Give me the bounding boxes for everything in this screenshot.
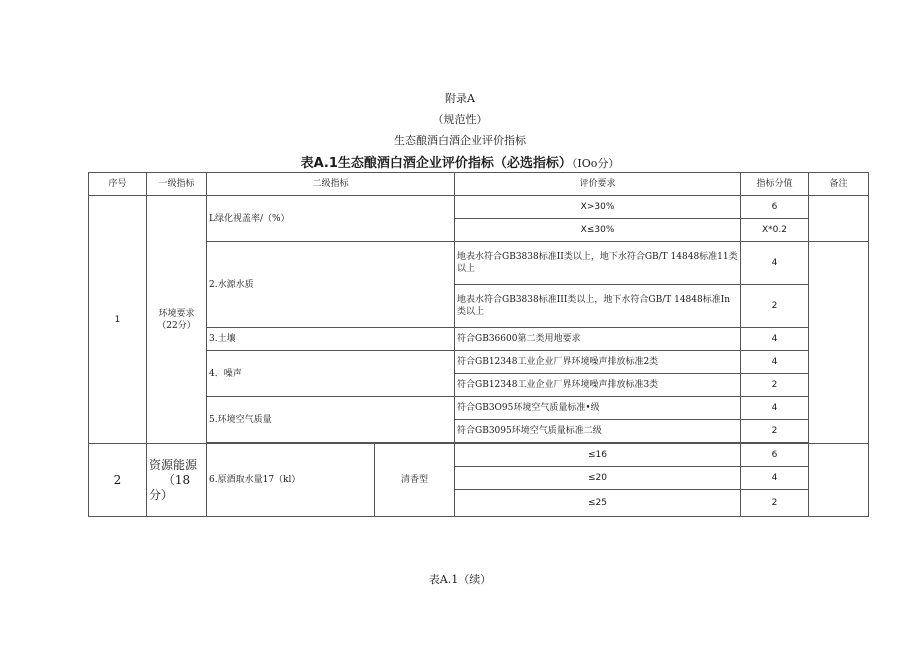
level2-indicator: 5.环境空气质量 (207, 397, 455, 443)
header-score: 指标分值 (741, 173, 809, 196)
header-level1: 一级指标 (147, 173, 207, 196)
requirement-cell: 地表水符合GB3838标准III类以上，地下水符合GB/T 14848标准In类以上 (455, 285, 741, 328)
requirement-cell: ≤16 (455, 444, 741, 467)
level1-indicator: 环境要求（22分） (147, 196, 207, 444)
level2-indicator: L绿化视盖率/（%） (207, 196, 455, 242)
requirement-cell: 符合GB3095环境空气质量标准二级 (455, 420, 741, 443)
document-subtitle: 生态酿酒白酒企业评价指标 (394, 134, 526, 147)
appendix-label: 附录A (445, 92, 475, 105)
normative-label: （规范性） (432, 113, 488, 126)
score-cell: 4 (741, 467, 809, 490)
score-cell: 4 (741, 397, 809, 420)
table-row (89, 196, 869, 219)
table-row (89, 444, 869, 467)
level2-indicator: 6.原酒取水量17（kl） (207, 444, 375, 517)
level1-tail: 分） (149, 487, 174, 502)
requirement-cell: 符合GB12348工业企业厂界环境噪声排放标准2类 (455, 351, 741, 374)
row-number: 2 (89, 444, 147, 517)
indicator-table (88, 172, 869, 517)
header-level2: 二级指标 (207, 173, 455, 196)
liquor-type: 清香型 (375, 444, 455, 517)
requirement-cell: ≤20 (455, 467, 741, 490)
requirement-cell: 地表水符合GB3838标准II类以上，地下水符合GB/T 14848标准11类以上 (455, 242, 741, 285)
score-cell: 4 (741, 242, 809, 285)
table-title-text: 表A.1生态酿酒白酒企业评价指标（必选指标） (300, 156, 572, 171)
score-cell: 2 (741, 420, 809, 443)
requirement-cell: 符合GB3O95环境空气质量标准•级 (455, 397, 741, 420)
table-title (0, 152, 920, 171)
row-number: 1 (89, 196, 147, 444)
remark-cell (809, 242, 869, 444)
header-remark: 备注 (809, 173, 869, 196)
table-header-row (89, 173, 869, 196)
score-cell: 4 (741, 351, 809, 374)
score-cell: 2 (741, 285, 809, 328)
score-cell: 6 (741, 196, 809, 219)
level1-main: 资源能源 (149, 457, 198, 472)
header-requirement: 评价要求 (455, 173, 741, 196)
requirement-cell: X>30% (455, 196, 741, 219)
requirement-cell: ≤25 (455, 490, 741, 517)
table-title-suffix: （IOo分） (571, 157, 620, 170)
level1-indicator (147, 444, 207, 517)
score-cell: X*0.2 (741, 219, 809, 242)
level2-indicator: 2.水源水质 (207, 242, 455, 328)
score-cell: 4 (741, 328, 809, 351)
score-cell: 2 (741, 490, 809, 517)
continued-label: 表A.1（续） (428, 573, 492, 586)
requirement-cell: X≤30% (455, 219, 741, 242)
level1-sub: （18 (162, 472, 191, 487)
requirement-cell: 符合GB36600第二类用地要求 (455, 328, 741, 351)
remark-cell (809, 196, 869, 242)
score-cell: 2 (741, 374, 809, 397)
remark-cell (809, 444, 869, 517)
header-no: 序号 (89, 173, 147, 196)
level2-indicator: 4．噪声 (207, 351, 455, 397)
requirement-cell: 符合GB12348工业企业厂界环境噪声排放标准3类 (455, 374, 741, 397)
score-cell: 6 (741, 444, 809, 467)
level2-indicator: 3.土壤 (207, 328, 455, 351)
